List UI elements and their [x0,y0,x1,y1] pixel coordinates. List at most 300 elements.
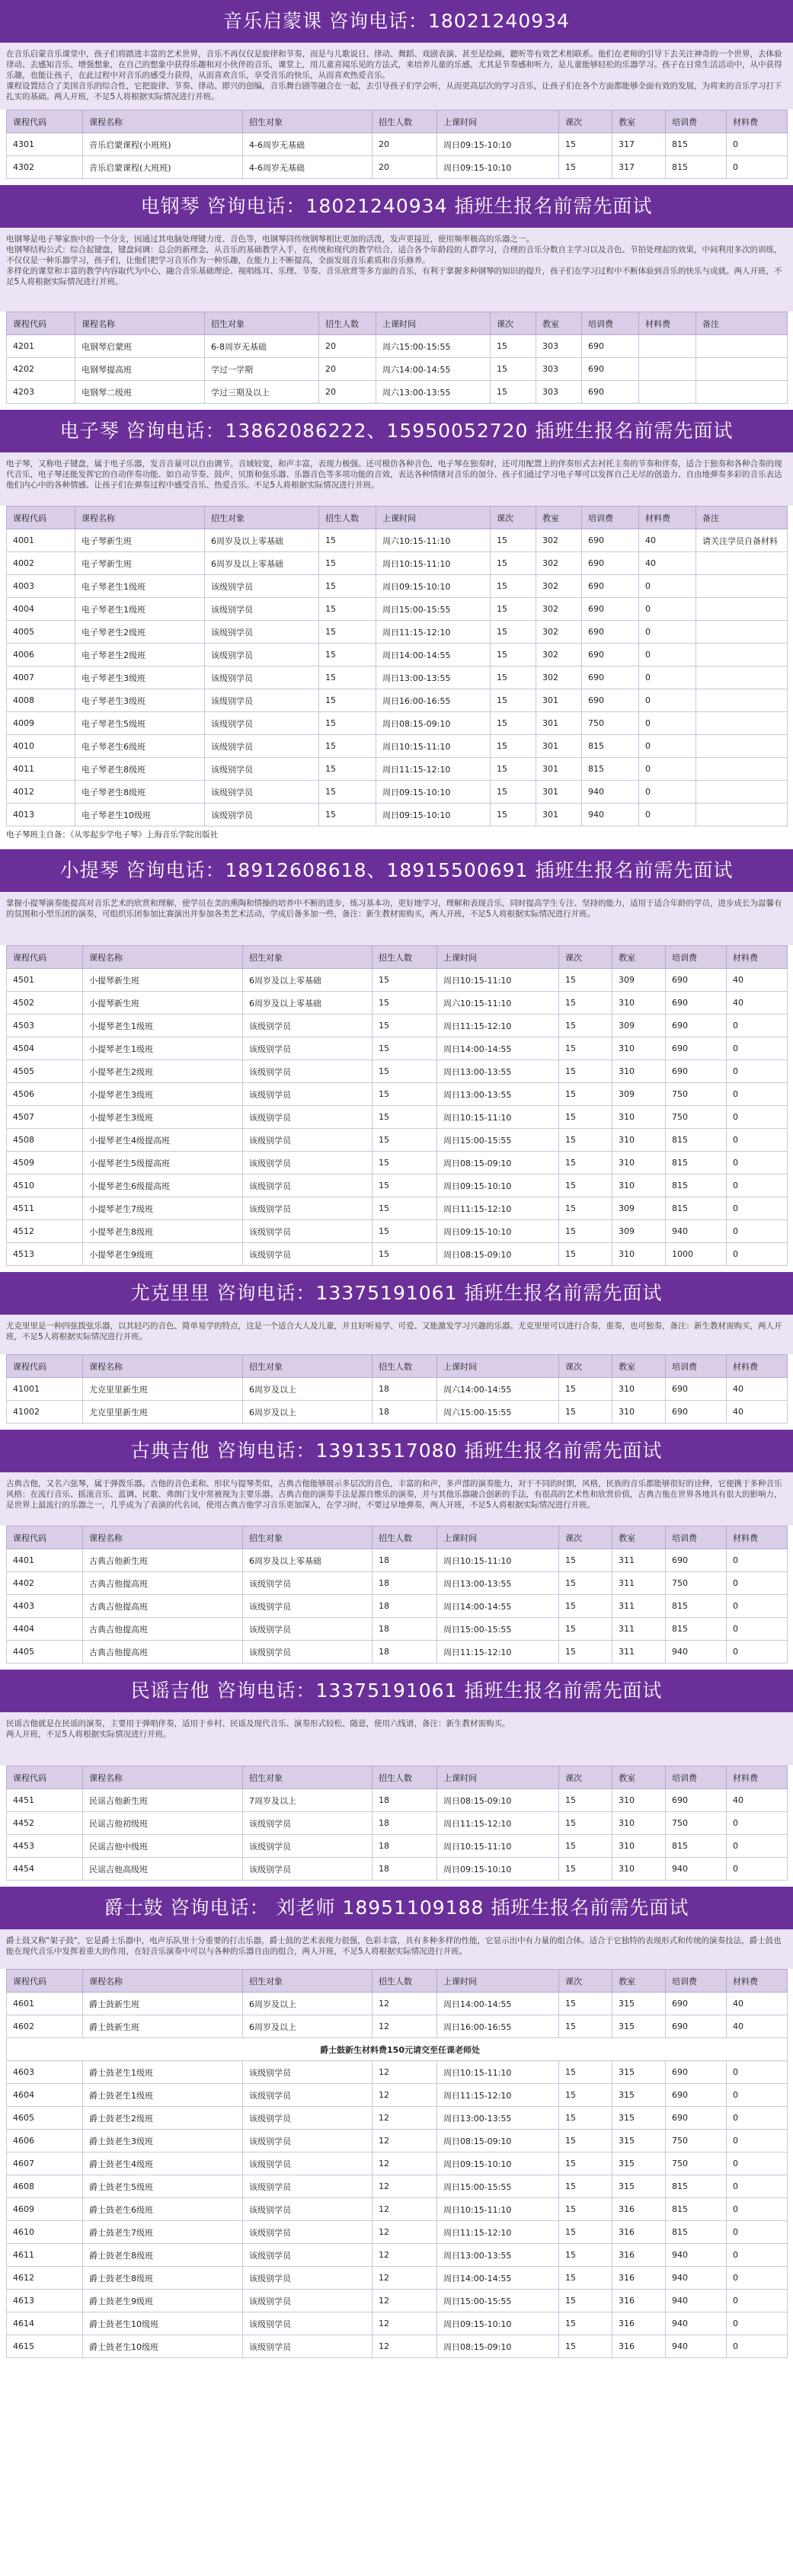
table-cell: 15 [559,2198,612,2221]
column-header: 课程名称 [83,946,243,969]
column-header: 上课时间 [437,1970,559,1993]
column-header: 教室 [612,1970,666,1993]
column-header: 上课时间 [376,507,491,529]
table-cell: 0 [727,2061,788,2084]
table-cell: 音乐启蒙课程(小班班) [83,133,243,156]
table-cell: 15 [319,712,376,735]
table-cell: 15 [491,621,536,644]
table-cell: 该级别学员 [243,2244,373,2267]
table-cell: 750 [666,1083,727,1106]
column-header: 上课时间 [376,312,491,335]
column-header: 招生人数 [319,507,376,529]
table-cell: 4607 [7,2153,83,2175]
table-header-row [7,507,788,529]
table-cell: 690 [582,689,639,712]
table-cell: 309 [612,1197,666,1220]
table-cell: 815 [666,1152,727,1175]
table-cell: 310 [612,1835,666,1858]
column-header: 招生对象 [243,1970,373,1993]
column-header: 备注 [696,312,788,335]
table-cell: 15 [559,1152,612,1175]
table-cell: 0 [727,1220,788,1243]
table-cell: 12 [373,1993,437,2015]
table-cell: 周六15:00-15:55 [376,335,491,358]
table-cell: 301 [536,689,582,712]
table-cell: 4301 [7,133,83,156]
column-header: 课程代码 [7,1526,83,1549]
table-cell: 311 [612,1595,666,1618]
table-cell: 690 [666,2107,727,2130]
table-cell [639,358,696,381]
section-spacer [0,404,793,410]
table-row [7,712,788,735]
table-cell: 该级别学员 [205,575,319,598]
table-cell: 15 [373,1152,437,1175]
column-header: 招生对象 [205,312,319,335]
table-cell: 15 [559,1129,612,1152]
table-cell: 0 [639,621,696,644]
section-title: 民谣吉他 咨询电话：13375191061 插班生报名前需先面试 [0,1670,793,1712]
table-cell: 309 [612,1015,666,1037]
table-cell: 周日10:15-11:10 [437,1835,559,1858]
table-cell: 4605 [7,2107,83,2130]
column-header: 招生对象 [243,110,373,133]
table-cell [696,358,788,381]
table-cell: 4008 [7,689,75,712]
table-cell: 15 [559,1175,612,1197]
table-row [7,2175,788,2198]
table-cell: 小提琴老生3级班 [83,1083,243,1106]
table-cell: 0 [727,2267,788,2290]
column-header: 招生对象 [243,946,373,969]
table-row [7,552,788,575]
table-cell: 690 [666,2084,727,2107]
table-cell: 电子琴老生3级班 [75,689,205,712]
table-cell: 310 [612,1129,666,1152]
table-cell: 周日11:15-12:10 [437,1812,559,1835]
table-cell: 0 [639,804,696,826]
table-cell: 该级别学员 [243,1037,373,1060]
table-cell: 小提琴新生班 [83,969,243,992]
table-cell: 电子琴老生8级班 [75,781,205,804]
column-header: 教室 [612,1355,666,1378]
course-table [6,1526,788,1664]
table-cell: 电子琴老生10级班 [75,804,205,826]
table-row [7,1993,788,2015]
table-cell: 302 [536,644,582,666]
table-row [7,1060,788,1083]
column-header: 课次 [491,312,536,335]
table-cell: 4201 [7,335,75,358]
table-cell: 周日13:00-13:55 [437,1083,559,1106]
table-cell: 请关注学员自备材料 [696,529,788,552]
table-cell: 12 [373,2107,437,2130]
table-cell [696,666,788,689]
table-cell: 15 [319,575,376,598]
table-cell: 周日13:00-13:55 [437,2244,559,2267]
table-cell: 315 [612,1993,666,2015]
column-header: 材料费 [727,1766,788,1789]
column-header: 材料费 [727,110,788,133]
table-cell: 316 [612,2244,666,2267]
table-cell: 电子琴老生6级班 [75,735,205,758]
section-piano [0,185,793,410]
table-cell: 690 [666,1401,727,1424]
table-cell: 815 [666,1129,727,1152]
table-row [7,621,788,644]
table-cell: 音乐启蒙课程(大班班) [83,156,243,179]
table-cell: 15 [559,1106,612,1129]
table-cell: 小提琴新生班 [83,992,243,1015]
table-row [7,2107,788,2130]
table-cell: 15 [319,781,376,804]
table-cell: 4003 [7,575,75,598]
table-cell: 311 [612,1572,666,1595]
table-cell: 周日13:00-13:55 [437,1060,559,1083]
table-cell: 周日11:15-12:10 [376,758,491,781]
table-row [7,735,788,758]
table-cell: 4005 [7,621,75,644]
column-header: 材料费 [727,1526,788,1549]
table-cell: 15 [373,1220,437,1243]
table-cell: 周日14:00-14:55 [437,2267,559,2290]
table-row [7,1037,788,1060]
table-cell: 爵士鼓新生班 [83,2015,243,2038]
table-cell: 4203 [7,381,75,404]
table-cell: 4510 [7,1175,83,1197]
table-cell: 815 [666,1197,727,1220]
table-cell: 4612 [7,2267,83,2290]
table-cell: 303 [536,335,582,358]
table-cell: 15 [491,335,536,358]
table-cell [696,735,788,758]
table-cell: 6周岁及以上零基础 [243,992,373,1015]
table-row [7,2084,788,2107]
table-cell: 815 [666,2175,727,2198]
column-header: 招生对象 [205,507,319,529]
table-cell: 940 [582,781,639,804]
table-cell: 小提琴老生6级提高班 [83,1175,243,1197]
table-cell: 电钢琴启蒙班 [75,335,205,358]
table-cell: 690 [666,1060,727,1083]
table-cell: 18 [373,1549,437,1572]
table-cell: 4004 [7,598,75,621]
table-cell [696,598,788,621]
table-cell: 古典吉他提高班 [83,1618,243,1641]
table-cell [639,381,696,404]
table-row [7,1812,788,1835]
table-cell: 该级别学员 [243,1858,373,1881]
section-title: 小提琴 咨询电话：18912608618、18915500691 插班生报名前需先面试 [0,849,793,892]
table-cell: 18 [373,1835,437,1858]
table-cell: 15 [491,689,536,712]
section-spacer [0,1881,793,1887]
column-header: 课程名称 [83,1355,243,1378]
column-header: 招生对象 [243,1355,373,1378]
table-cell [639,335,696,358]
table-cell: 4503 [7,1015,83,1037]
table-cell: 0 [727,2084,788,2107]
column-header: 课程名称 [75,312,205,335]
section-folk_guitar [0,1670,793,1887]
table-row [7,969,788,992]
section-description: 爵士鼓又称"架子鼓"，它是爵士乐器中，电声乐队里十分重要的打击乐器，爵士鼓的艺术表现力很强，色彩丰富，具有多种多样的性能，它显示出中有力量的组合体。适合于它独特的表现形式和传统的演奏技法，爵士鼓也能在现代音乐中发挥着重大的作用，在轻音乐演奏中可以与各种的乐器自由的组合，两人开班，不足5人将根据实际情况进行并班。 [0,1929,793,1969]
table-cell [696,758,788,781]
table-cell: 0 [727,2312,788,2335]
table-cell: 15 [559,1572,612,1595]
section-description: 电子琴，又称电子键盘，属于电子乐器，发音音量可以自由调节。音域较宽，和声丰富，表现力极强。还可模仿各种音色，电子琴在独奏时，还可用配置上的伴奏形式去衬托主奏的节奏和伴奏，适合于独奏和各种合奏的现代音乐，电子琴还能发挥它的自动伴奏功能、如自动节奏、鼓声、贝斯和弦乐器、乐器音色等多项功能的音效，表达各种情绪对音乐的加分、孩子们通过学习电子琴可以发挥自己无尽的创造力、自由地弹奏多彩的音乐表达他们内心中的各种情感、让孩子们在弹奏过程中感受音乐、热爱音乐。不足5人将根据实际情况进行并班。 [0,452,793,506]
course-table [6,1766,788,1881]
table-cell: 0 [727,1641,788,1664]
table-cell: 周日10:15-11:10 [437,1549,559,1572]
table-cell: 18 [373,1641,437,1664]
table-cell: 电子琴老生3级班 [75,666,205,689]
table-cell: 4453 [7,1835,83,1858]
table-cell: 303 [536,358,582,381]
table-cell: 690 [666,969,727,992]
table-cell: 15 [559,1858,612,1881]
table-cell: 民谣吉他中级班 [83,1835,243,1858]
table-cell: 0 [727,1858,788,1881]
table-cell: 周日09:15-10:10 [437,1220,559,1243]
table-cell: 该级别学员 [205,644,319,666]
table-cell: 4602 [7,2015,83,2038]
table-cell: 6周岁及以上零基础 [205,552,319,575]
table-cell: 0 [727,1572,788,1595]
table-row [7,1015,788,1037]
column-header: 招生人数 [373,1766,437,1789]
table-cell: 15 [559,2107,612,2130]
table-cell: 15 [491,575,536,598]
section-title: 爵士鼓 咨询电话： 刘老师 18951109188 插班生报名前需先面试 [0,1887,793,1929]
table-cell: 18 [373,1378,437,1401]
table-cell: 15 [559,133,612,156]
table-cell: 4007 [7,666,75,689]
table-cell: 310 [612,1060,666,1083]
table-cell: 15 [373,1197,437,1220]
table-row [7,1220,788,1243]
table-row [7,1595,788,1618]
table-cell: 12 [373,2153,437,2175]
course-table [6,110,788,179]
table-cell: 15 [559,1015,612,1037]
table-cell: 15 [559,2267,612,2290]
table-header-row [7,110,788,133]
table-cell: 0 [639,781,696,804]
table-cell: 4006 [7,644,75,666]
table-cell: 周日16:00-16:55 [376,689,491,712]
table-cell: 周日14:00-14:55 [437,1993,559,2015]
table-cell: 317 [612,133,666,156]
table-cell: 40 [727,969,788,992]
column-header: 材料费 [639,312,696,335]
table-cell: 民谣吉他高级班 [83,1858,243,1881]
table-row [7,2198,788,2221]
table-cell: 12 [373,2312,437,2335]
table-cell: 4512 [7,1220,83,1243]
table-cell: 周日10:15-11:10 [376,735,491,758]
table-cell: 该级别学员 [243,2175,373,2198]
table-cell: 4506 [7,1083,83,1106]
column-header: 课次 [559,1355,612,1378]
section-violin [0,849,793,1272]
table-cell: 该级别学员 [205,781,319,804]
table-cell: 301 [536,804,582,826]
table-cell: 小提琴老生5级提高班 [83,1152,243,1175]
table-cell: 学过一学期 [205,358,319,381]
table-cell: 4012 [7,781,75,804]
table-cell: 690 [666,1037,727,1060]
table-cell: 302 [536,621,582,644]
table-cell: 该级别学员 [243,1835,373,1858]
table-cell: 690 [582,666,639,689]
table-row [7,2244,788,2267]
table-row [7,575,788,598]
table-cell: 12 [373,2061,437,2084]
table-cell: 0 [727,2175,788,2198]
table-cell: 15 [559,2244,612,2267]
table-cell: 750 [666,2130,727,2153]
table-cell: 周日09:15-10:10 [437,2312,559,2335]
table-cell: 该级别学员 [243,2267,373,2290]
table-cell: 该级别学员 [243,2312,373,2335]
table-cell: 该级别学员 [205,758,319,781]
table-cell: 15 [559,2335,612,2358]
table-cell: 学过三期及以上 [205,381,319,404]
table-cell: 4202 [7,358,75,381]
table-cell: 0 [727,2221,788,2244]
table-cell: 310 [612,1789,666,1812]
table-cell: 41002 [7,1401,83,1424]
table-cell: 周日09:15-10:10 [376,575,491,598]
table-cell: 690 [582,335,639,358]
column-header: 课次 [559,946,612,969]
table-cell: 周日08:15-09:10 [437,2130,559,2153]
table-row [7,644,788,666]
table-cell: 小提琴老生9级班 [83,1243,243,1266]
table-cell: 0 [639,598,696,621]
table-cell: 310 [612,992,666,1015]
column-header: 培训费 [582,312,639,335]
column-header: 培训费 [666,1970,727,1993]
table-cell: 690 [582,644,639,666]
table-cell: 15 [559,1835,612,1858]
table-cell: 周日09:15-10:10 [437,1175,559,1197]
table-cell: 该级别学员 [243,1197,373,1220]
table-row [7,1858,788,1881]
column-header: 课次 [559,1970,612,1993]
table-cell [696,689,788,712]
table-row [7,133,788,156]
table-row [7,1401,788,1424]
table-cell: 4614 [7,2312,83,2335]
column-header: 课程代码 [7,110,83,133]
table-cell: 该级别学员 [205,621,319,644]
table-cell: 周日10:15-11:10 [437,1106,559,1129]
column-header: 课程名称 [83,1766,243,1789]
table-cell: 0 [727,1083,788,1106]
table-cell: 15 [373,1083,437,1106]
table-cell: 周日10:15-11:10 [437,969,559,992]
table-cell: 该级别学员 [243,1152,373,1175]
table-cell: 15 [491,758,536,781]
section-spacer [0,1266,793,1272]
table-cell: 0 [727,133,788,156]
section-description: 古典吉他，又名六弦琴，属于弹拨乐器。吉他的音色柔和、形状与提琴类似，古典吉他能够展示多层次的音色，丰富的和声，多声部的演奏能力，对于不同的时期，风格，民族的音乐都能够很好的诠释，它便携于多种音乐风格：在流行音乐、摇滚音乐、蓝调、民歌、弗朗门戈中常被视为主要乐器。古典吉他的演奏手法是源自维乐的演奏，并与其他乐器融合创新的手法，有很高的艺术性和欣赏价值，古典吉他在世界各地具有很大的影响力，是世界上最流行的乐器之一，几乎成为了表演的代名词，使用古典吉他学习音乐更加深入，在学习时，不要过早地弹奏，两人开班，不足5人将根据实际情况进行并班。 [0,1472,793,1526]
table-cell: 0 [727,1835,788,1858]
table-cell: 周日13:00-13:55 [437,1572,559,1595]
table-cell: 310 [612,1037,666,1060]
column-header: 课程代码 [7,1766,83,1789]
table-row [7,1572,788,1595]
table-cell: 301 [536,712,582,735]
table-cell: 周日15:00-15:55 [437,1618,559,1641]
column-header: 材料费 [727,1970,788,1993]
table-row [7,529,788,552]
table-cell: 周日11:15-12:10 [437,2084,559,2107]
table-cell: 电子琴老生5级班 [75,712,205,735]
table-cell: 周日08:15-09:10 [437,1243,559,1266]
table-cell: 4010 [7,735,75,758]
table-cell: 4609 [7,2198,83,2221]
table-cell: 15 [559,1378,612,1401]
table-cell: 周日10:15-11:10 [376,552,491,575]
table-cell: 民谣吉他新生班 [83,1789,243,1812]
table-cell: 15 [559,1641,612,1664]
table-cell: 316 [612,2221,666,2244]
table-cell: 15 [559,1243,612,1266]
table-row [7,358,788,381]
column-header: 招生人数 [373,110,437,133]
table-cell: 爵士鼓老生3级班 [83,2130,243,2153]
table-cell: 4509 [7,1152,83,1175]
table-cell: 小提琴老生1级班 [83,1037,243,1060]
table-cell: 40 [727,2015,788,2038]
column-header: 招生人数 [319,312,376,335]
table-cell: 爵士鼓老生8级班 [83,2267,243,2290]
table-cell: 40 [639,552,696,575]
table-cell: 0 [727,1060,788,1083]
table-cell: 815 [666,2221,727,2244]
table-cell: 周日14:00-14:55 [376,644,491,666]
table-cell: 该级别学员 [205,735,319,758]
table-cell: 周日09:15-10:10 [437,156,559,179]
table-cell: 该级别学员 [243,2130,373,2153]
table-cell: 301 [536,758,582,781]
column-header: 备注 [696,507,788,529]
table-cell: 周六15:00-15:55 [437,1401,559,1424]
table-cell: 4013 [7,804,75,826]
table-cell: 小提琴老生8级班 [83,1220,243,1243]
table-cell: 周日15:00-15:55 [437,2175,559,2198]
table-cell: 该级别学员 [243,2061,373,2084]
table-cell: 815 [582,735,639,758]
table-cell: 815 [666,2198,727,2221]
table-cell: 315 [612,2084,666,2107]
table-cell: 18 [373,1401,437,1424]
table-cell: 12 [373,2267,437,2290]
table-cell: 815 [666,1835,727,1858]
table-cell: 古典吉他提高班 [83,1572,243,1595]
column-header: 课程名称 [83,1970,243,1993]
table-cell: 309 [612,1083,666,1106]
table-cell: 0 [727,156,788,179]
column-header: 招生对象 [243,1766,373,1789]
course-table [6,1354,788,1424]
table-cell: 小提琴老生7级班 [83,1197,243,1220]
table-cell: 该级别学员 [243,1618,373,1641]
table-cell: 民谣吉他初级班 [83,1812,243,1835]
